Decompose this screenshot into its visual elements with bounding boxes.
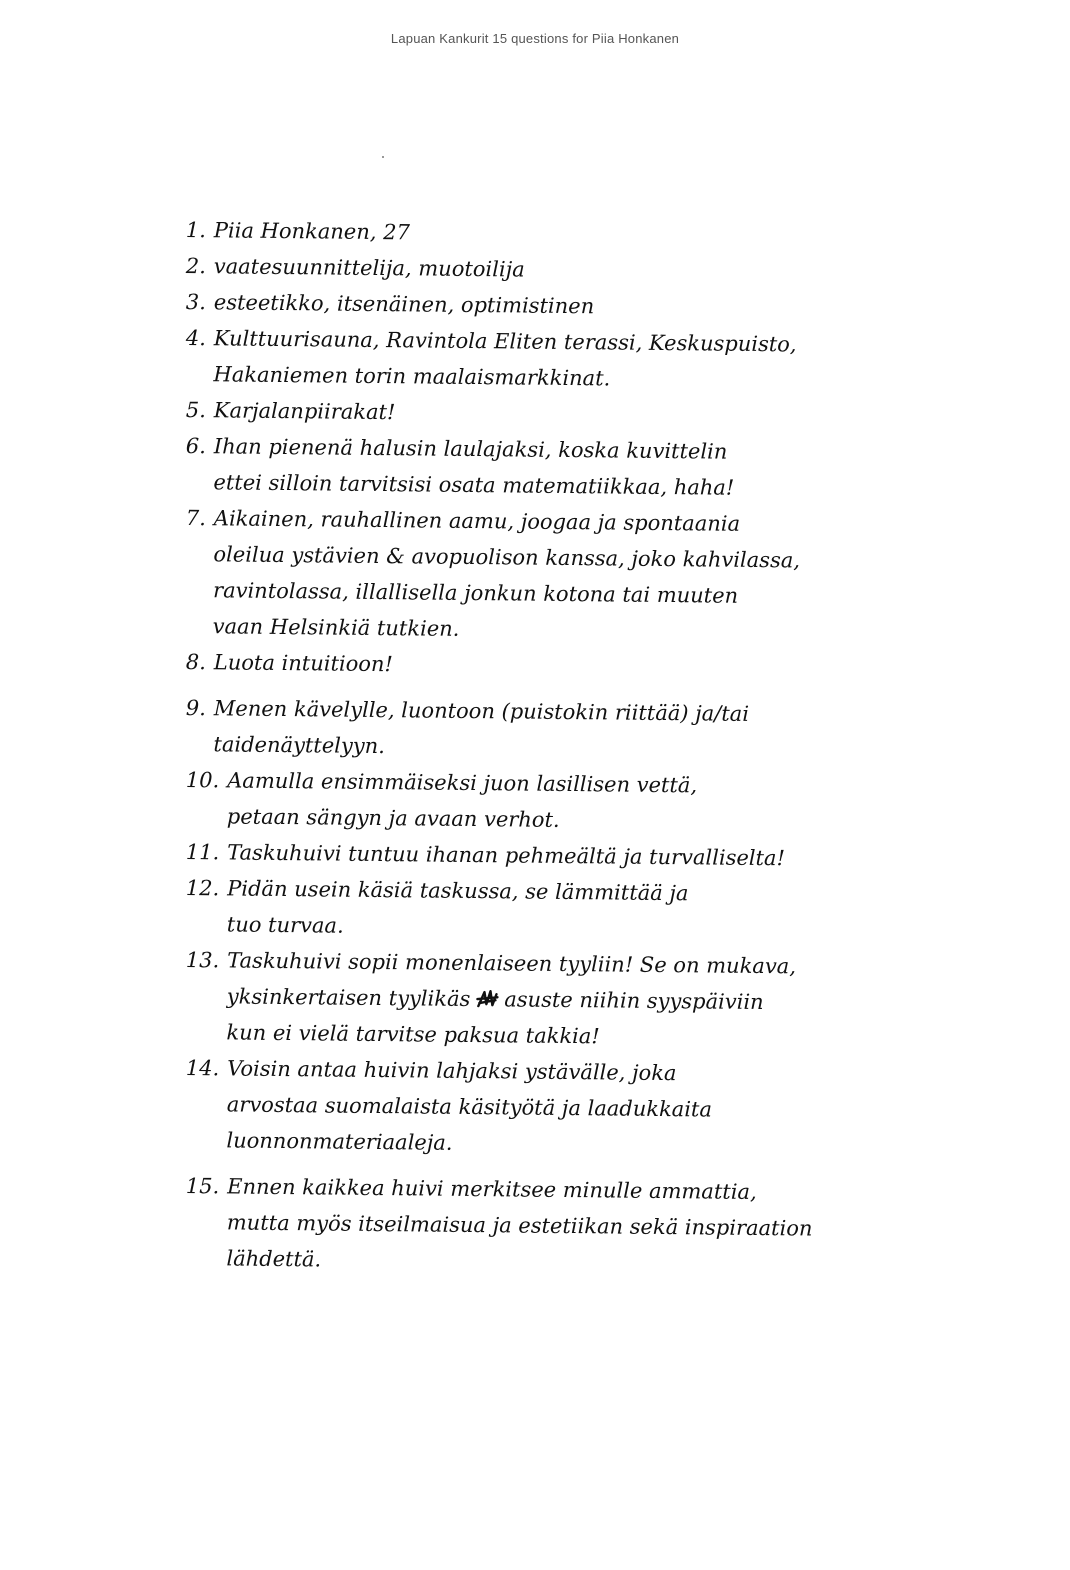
answer-text-part: asuste niihin syyspäiviin kun ei vielä tarvitse paksua takkia! <box>226 987 764 1049</box>
answer-text: Voisin antaa huivin lahjaksi ystävälle, joka arvostaa suomalaista käsityötä ja laadukkaita luonnonmateriaaleja. <box>226 1056 713 1155</box>
answer-text: esteetikko, itsenäinen, optimistinen <box>213 290 595 319</box>
answer-number: 14. <box>185 1055 220 1081</box>
answer-number: 8. <box>185 649 206 675</box>
answer-text: Aikainen, rauhallinen aamu, joogaa ja spontaania oleilua ystävien & avopuolison kanssa, joko kahvilassa, ravintolassa, illallisella jonkun kotona tai muuten vaan Helsinkiä tutkien. <box>212 506 801 641</box>
answer-number: 11. <box>185 839 220 865</box>
scribble-icon <box>474 988 500 1010</box>
answer-number: 5. <box>185 397 206 423</box>
answer-14 <box>185 1050 946 1166</box>
answer-number: 2. <box>185 253 206 279</box>
answer-4 <box>185 320 946 400</box>
answer-text <box>226 942 946 1058</box>
answer-text: Taskuhuivi tuntuu ihanan pehmeältä ja turvalliselta! <box>227 840 786 871</box>
answer-number: 7. <box>185 505 206 531</box>
answer-10 <box>185 762 946 842</box>
handwritten-answers <box>186 212 946 1276</box>
answer-text: Aamulla ensimmäiseksi juon lasillisen vettä, petaan sängyn ja avaan verhot. <box>226 768 698 832</box>
answer-text: Luota intuitioon! <box>213 650 394 677</box>
answer-number: 3. <box>185 289 206 315</box>
answer-13 <box>185 942 946 1058</box>
paper-speck <box>382 156 384 158</box>
answer-number: 4. <box>185 325 206 351</box>
answer-text: Menen kävelylle, luontoon (puistokin riittää) ja/tai taidenäyttelyyn. <box>213 696 750 759</box>
answer-number: 13. <box>185 947 220 973</box>
answer-9 <box>185 690 946 770</box>
answer-text: Karjalanpiirakat! <box>213 398 396 425</box>
answer-text: Ihan pienenä halusin laulajaksi, koska kuvittelin ettei silloin tarvitsisi osata matematiikkaa, haha! <box>213 434 735 500</box>
answer-7 <box>184 500 945 652</box>
page-header: Lapuan Kankurit 15 questions for Piia Honkanen <box>390 31 680 46</box>
answer-8 <box>186 644 946 688</box>
answer-number: 10. <box>185 767 220 793</box>
answer-text: vaatesuunnittelija, muotoilija <box>213 254 525 282</box>
answer-text: Piia Honkanen, 27 <box>213 218 411 245</box>
answer-6 <box>185 428 946 508</box>
answer-number: 15. <box>185 1173 220 1199</box>
answer-number: 6. <box>185 433 206 459</box>
answer-number: 12. <box>185 875 220 901</box>
answer-text: Ennen kaikkea huivi merkitsee minulle ammattia, mutta myös itseilmaisua ja estetiikan sekä inspiraation lähdettä. <box>226 1174 813 1272</box>
answer-12 <box>185 870 946 950</box>
answer-number: 1. <box>185 217 206 243</box>
answer-text: Kulttuurisauna, Ravintola Eliten terassi, Keskuspuisto, Hakaniemen torin maalaismarkkinat. <box>213 326 797 391</box>
answer-number: 9. <box>185 695 206 721</box>
answer-15 <box>185 1168 946 1284</box>
answer-text: Pidän usein käsiä taskussa, se lämmittää ja tuo turvaa. <box>226 876 689 938</box>
answer-text-part: Taskuhuivi sopii monenlaiseen tyyliin! Se on mukava, yksinkertaisen tyylikäs <box>226 948 797 1011</box>
